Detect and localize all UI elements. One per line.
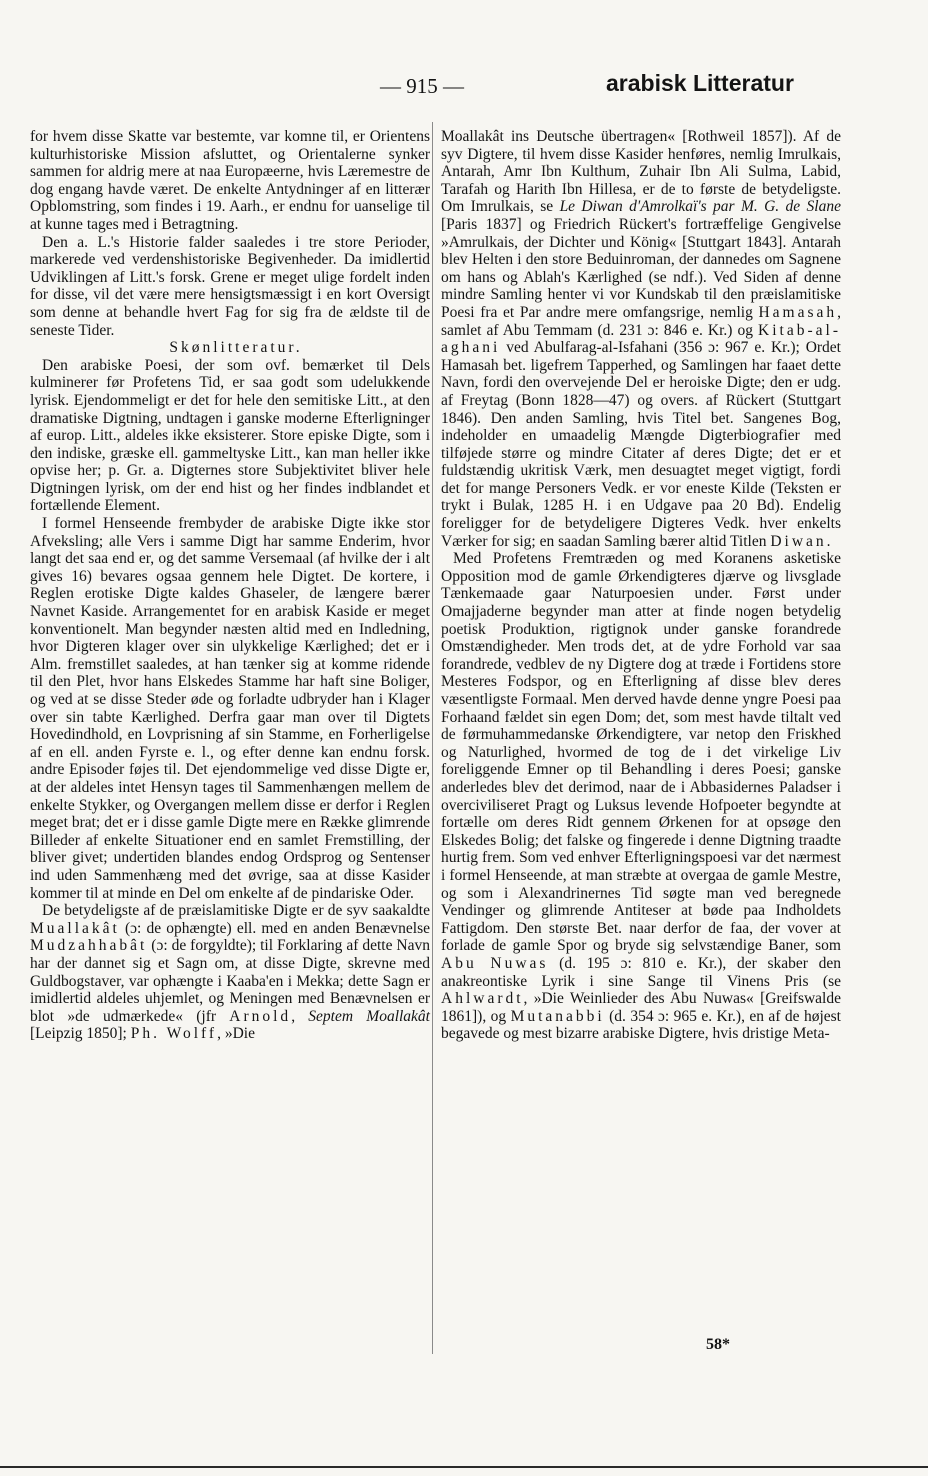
running-title: arabisk Litteratur: [606, 70, 794, 96]
spaced-name: Ahlwardt: [441, 990, 524, 1008]
text-run: , »Die: [217, 1025, 255, 1043]
text-run: ved Abulfarag-al-Isfahani (356 ɔ: 967 e. Kr.); Ordet Hamasah bet. ligefrem Tapperhed, og Samlingen har faaet dette Navn, fordi den overvejende Del er heroiske Digte; den er udg. af Freytag (Bonn 1828—47) og overs. af Rückert (Stuttgart 1846). Den anden Samling, hvis Titel bet. Sangenes Bog, indeholder en umaadelig Mængde Digterbiografier med tilføjede større og mindre Citater af deres Digte; det er et fuldstændig ukritisk Værk, men desuagtet meget vigtigt, fordi det for mange Personers Vedk. er vor eneste Kilde (Teksten er trykt i Bulak, 1285 H. i en Udgave paa 20 Bd). Endelig foreligger for de betydeligere Digteres Vedk. hver enkelts Værker for sig; en saadan Samling bærer altid Titlen: [441, 339, 841, 550]
spaced-term: Mudzahhabât: [30, 937, 148, 955]
signature-mark: 58*: [706, 1336, 730, 1353]
page-header: [0, 66, 928, 106]
right-column: [441, 128, 841, 1043]
italic-title: Septem Moallakât: [308, 1007, 430, 1025]
left-column: [30, 128, 430, 1043]
paragraph: Den a. L.'s Historie falder saaledes i tre store Perioder, markerede ved verdenshistoriske Begivenheder. Da imidlertid Udviklingen af Litt.'s forsk. Grene er meget ulige fordelt inden for disse, vil det være mere hensigtsmæssigt i en kort Oversigt som denne at behandle hvert Fag for sig fra de ældste til de seneste Tider.: [30, 233, 430, 339]
bottom-rule: [0, 1466, 928, 1468]
italic-title: Le Diwan d'Amrolkaï's par M. G. de Slane: [559, 198, 841, 216]
spaced-term: Diwan: [770, 532, 827, 550]
text-run: (ɔ: de ophængte) ell. med en anden Benævnelse: [119, 919, 430, 937]
text-run: (ɔ: de forgyldte); til Forklaring af dette Navn har der dannet sig et Sagn om, at disse Digte, skrevne med Guldbogstaver, var ophængte i Kaaba'en i Mekka; dette Sagn er imidlertid aldeles uhjemlet, og Meningen med Benævnelsen er blot »de udmærkede« (jfr: [30, 937, 430, 1025]
page-number: — 915 —: [380, 74, 464, 98]
spaced-term: Hamasah: [758, 303, 838, 321]
paragraph: [441, 128, 841, 550]
text-run: [Paris 1837] og Friedrich Rückert's fortræffelige Gengivelse »Amrulkais, der Dichter und König« [Stuttgart 1843]. Antarah blev Helten i den store Beduinroman, der dannedes om Sagnene om hans og Ablah's Kærlighed (se ndf.). Ved Siden af denne mindre Samling henter vi vor Kundskab til den præislamitiske Poesi fra et Par andre mere omfangsrige, nemlig: [441, 215, 841, 321]
spaced-name: Ph. Wolff: [130, 1025, 218, 1043]
spaced-term: Muallakât: [30, 919, 120, 937]
paragraph: [30, 902, 430, 1043]
text-run: , »Die Weinlieder des Abu Nuwas« [Greifswalde 1861]), og: [441, 990, 841, 1025]
spaced-name: Mutanabbi: [510, 1007, 605, 1025]
paragraph: [441, 550, 841, 1043]
spaced-name: Abu Nuwas: [441, 954, 549, 972]
text-run: ,: [291, 1007, 309, 1025]
spaced-name: Arnold: [229, 1007, 292, 1025]
paragraph: Den arabiske Poesi, der som ovf. bemærket til Dels kulminerer før Profetens Tid, er saa godt som udelukkende lyrisk. Ejendommeligt er det for hele den semitiske Litt., at den dramatiske Digtning, undtagen i ganske moderne Efterligninger af europ. Litt., aldeles ikke eksisterer. Store episke Digte, som i den indiske, græske ell. gammeltyske Litt., kan man heller ikke opvise her; p. Gr. a. Digternes store Subjektivitet bliver hele Digtningen lyrisk, om der end hist og her findes indblandet et fortællende Element.: [30, 356, 430, 515]
paragraph: for hvem disse Skatte var bestemte, var komne til, er Orientens kulturhistoriske Mission afsluttet, og Orientalerne synker sammen for aldrig mere at naa Europæerne, hvis Læremestre de dog engang havde været. De enkelte Antydninger af en litterær Opblomstring, som findes i 19. Aarh., er endnu for uanselige til at kunne tages med i Betragtning.: [30, 128, 430, 233]
column-divider: [432, 122, 433, 1354]
text-run: , samlet af Abu Temmam (d. 231 ɔ: 846 e. Kr.) og: [441, 303, 841, 339]
paragraph: I formel Henseende frembyder de arabiske Digte ikke stor Afveksling; alle Vers i samme Digt har samme Enderim, hvor langt det saa end er, og det samme Versemaal (af hvilke der i alt gives 16) bevares ogsaa gennem hele Digtet. De kortere, i Reglen erotiske Digte kaldes Ghaseler, de længere bærer Navnet Kaside. Arrangementet for en arabisk Kaside er meget konventionelt. Man begynder næsten altid med en Indledning, hvor Digteren klager over sin ulykkelige Kærlighed; det er i Alm. fremstillet saaledes, at han tænker sig at komme ridende til den Plet, hvor hans Elskedes Stamme har haft sine Boliger, og ved at se disse Steder øde og forladte udbryder han i Klager over sin tabte Kærlighed. Derfra gaar man over til Digtets Hovedindhold, en Lovprisning af sin Stamme, en Forherligelse af en ell. anden Fyrste e. l., og efter denne kan endnu forsk. andre Episoder føjes til. Det ejendommelige ved disse Digte er, at der aldeles intet Hensyn tages til Sammenhængen mellem de enkelte Stykker, og Overgangen mellem disse er derfor i Reglen meget brat; det er i disse gamle Digte mere en Række glimrende Billeder af enkelte Situationer end en samlet Fremstilling, der bliver givet; undertiden blandes endog Ordsprog og Sentenser ind uden Sammenhæng med det øvrige, saa at disse Kasider kommer til at minde en Del om enkelte af de pindariske Oder.: [30, 515, 430, 902]
text-run: (d. 354 ɔ: 965 e. Kr.), en af de højest begavede og mest bizarre arabiske Digtere, hvis dristige Meta-: [441, 1007, 841, 1043]
text-run: .: [826, 532, 831, 550]
text-run: De betydeligste af de præislamitiske Digte er de syv saakaldte: [42, 902, 430, 920]
section-heading: Skønlitteratur.: [169, 339, 303, 357]
spaced-term: Kitab-al-aghani: [441, 321, 841, 357]
text-run: Moallakât ins Deutsche übertragen« [Rothweil 1857]). Af de syv Digtere, til hvem disse Kasider henføres, nemlig Imrulkais, Antarah, Amr Ibn Kulthum, Zuhair Ibn Ali Sulma, Labid, Tarafah og Harith Ibn Hillesa, er de to første de betydeligste. Om Imrulkais, se: [441, 128, 841, 216]
text-run: (d. 195 ɔ: 810 e. Kr.), der skaber den anakreontiske Lyrik i sine Sange til Vinens Pris (se: [441, 954, 842, 990]
text-run: Med Profetens Fremtræden og med Koranens asketiske Opposition mod de gamle Ørkendigteres djærve og livsglade Tænkemaade gaar Naturpoesien under. Først under Omajjaderne begynder man atter at finde nogen betydelig poetisk Produktion, rigtignok under ganske forandrede Omstændigheder. Men trods det, at de ydre Forhold var saa forandrede, vedblev de ny Digtere dog at træde i Fortidens store Mesteres Fodspor, og en Efterligning af disse blev deres væsentligste Formaal. Men derved havde denne yngre Poesi paa Forhaand fældet sin egen Dom; det, som mest havde tiltalt ved de førmuhammedanske Ørkendigtere, var netop den Friskhed og Naturlighed, hvormed de tog de i det virkelige Liv foreliggende Emner op til Behandling i deres Poesi; ganske anderledes blev det derimod, naar de i Abbasidernes Paladser i overciviliseret Pragt og Luksus levende Hofpoeter begyndte at fortælle om deres Ridt gennem Ørkenen for at opsøge den Elskedes Bolig; det falske og fingerede i denne Digtning traadte hurtig frem. Som ved enhver Efterligningspoesi var det nærmest i formel Henseende, at man stræbte at overgaa de gamle Mestre, og som i Alexandrinernes Tid søgte man ved beregnede Vendinger og glimrende Antiteser at bøde paa Indholdets Fattigdom. Den største Bet. naar derfor de faa, der vover at forlade de gamle Spor og bryde sig selvstændige Baner, som: [441, 550, 841, 955]
text-run: [Leipzig 1850];: [30, 1025, 131, 1043]
